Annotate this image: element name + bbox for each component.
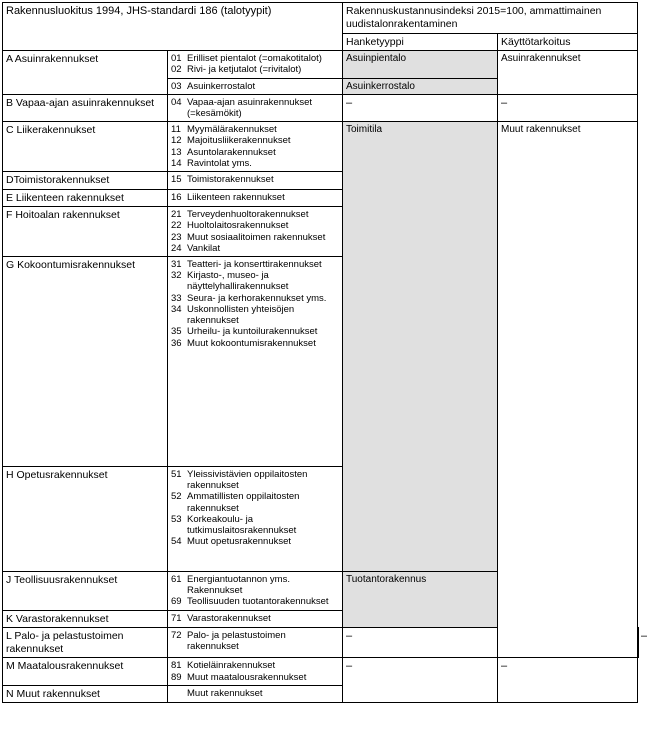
class-label-L: L Palo- ja pelastustoimen rakennukset: [3, 628, 168, 658]
code-number: 03: [171, 80, 182, 92]
code-number: 33: [171, 292, 182, 304]
header-left-title: Rakennusluokitus 1994, JHS-standardi 186 (talotyypit): [3, 3, 343, 51]
code-text: Asuinkerrostalot: [187, 80, 256, 92]
class-label-H: H Opetusrakennukset: [3, 467, 168, 572]
use-purpose-none-L: –: [638, 628, 639, 658]
code-number: 02: [171, 64, 182, 76]
code-group-K: [168, 610, 343, 628]
code-number: 35: [171, 326, 182, 338]
code-text: Vapaa-ajan asuinrakennukset (=kesämökit): [187, 96, 312, 120]
code-text: Kotieläinrakennukset: [187, 660, 276, 672]
code-text: Teatteri- ja konserttirakennukset: [187, 259, 322, 271]
class-label-G: G Kokoontumisrakennukset: [3, 257, 168, 467]
code-text: Huoltolaitosrakennukset: [187, 220, 289, 232]
code-group-J: [168, 572, 343, 611]
class-label-D: DToimistorakennukset: [3, 172, 168, 190]
code-text: Asuntolarakennukset: [187, 146, 276, 158]
classification-matrix: [2, 2, 647, 703]
code-number: 89: [171, 671, 182, 683]
code-number: 11: [171, 124, 181, 136]
project-type-none-B: –: [343, 94, 498, 121]
header-use-purpose: Käyttötarkoitus: [498, 34, 638, 51]
class-label-C: C Liikerakennukset: [3, 122, 168, 172]
code-number: 51: [171, 469, 182, 481]
code-text: Vankilat: [187, 242, 221, 254]
use-purpose-none-MN: –: [498, 658, 638, 703]
code-text: Muut rakennukset: [187, 687, 263, 699]
code-text: Terveydenhuoltorakennukset: [187, 209, 309, 221]
code-group-A2: [168, 78, 343, 94]
use-purpose-none-B: –: [498, 94, 638, 121]
project-type-toimitila: Toimitila: [343, 122, 498, 572]
class-label-K: K Varastorakennukset: [3, 610, 168, 628]
code-number: 22: [171, 220, 182, 232]
code-group-C: [168, 122, 343, 172]
code-group-M: [168, 658, 343, 685]
code-text: Varastorakennukset: [187, 612, 271, 624]
table-row: [3, 122, 639, 172]
code-text: Korkeakoulu- ja tutkimuslaitosrakennukset: [187, 513, 297, 537]
code-number: 69: [171, 596, 182, 608]
code-number: 53: [171, 513, 182, 525]
code-text: Toimistorakennukset: [187, 174, 274, 186]
code-number: 61: [171, 574, 182, 586]
code-number: 14: [171, 157, 182, 169]
code-number: 12: [171, 135, 182, 147]
class-label-F: F Hoitoalan rakennukset: [3, 207, 168, 257]
project-type-none-MN: –: [343, 658, 498, 703]
code-number: 81: [171, 660, 182, 672]
code-text: Rivi- ja ketjutalot (=rivitalot): [187, 64, 302, 76]
table-row: [3, 94, 639, 121]
header-right-title: Rakennuskustannusindeksi 2015=100, ammattimainen uudistalonrakentaminen: [343, 3, 638, 34]
code-number: 52: [171, 491, 182, 503]
project-type-tuotantorakennus: Tuotantorakennus: [343, 572, 498, 628]
header-project-type: Hanketyyppi: [343, 34, 498, 51]
class-label-J: J Teollisuusrakennukset: [3, 572, 168, 611]
code-number: [171, 688, 184, 699]
code-number: 04: [171, 96, 182, 108]
code-group-H: [168, 467, 343, 572]
code-text: Muut maatalousrakennukset: [187, 671, 307, 683]
class-label-E: E Liikenteen rakennukset: [3, 189, 168, 207]
table-row: [3, 51, 639, 78]
code-text: Muut sosiaalitoimen rakennukset: [187, 231, 326, 243]
code-number: 01: [171, 53, 182, 65]
code-number: 13: [171, 146, 182, 158]
code-text: Urheilu- ja kuntoilurakennukset: [187, 326, 318, 338]
code-number: 31: [171, 259, 182, 271]
project-type-asuinpientalo: Asuinpientalo: [343, 51, 498, 78]
code-number: 21: [171, 209, 182, 221]
project-type-asuinkerrostalo: Asuinkerrostalo: [343, 78, 498, 94]
code-text: Majoitusliikerakennukset: [187, 135, 291, 147]
code-number: 32: [171, 270, 182, 282]
code-group-L: [168, 628, 343, 658]
use-purpose-muut-rakennukset: Muut rakennukset: [498, 122, 638, 658]
code-text: Ravintolat yms.: [187, 157, 252, 169]
code-number: 24: [171, 242, 182, 254]
code-text: Liikenteen rakennukset: [187, 191, 285, 203]
code-number: 16: [171, 191, 182, 203]
code-group-A1: [168, 51, 343, 78]
class-label-B: B Vapaa-ajan asuinrakennukset: [3, 94, 168, 121]
class-label-A: A Asuinrakennukset: [3, 51, 168, 95]
use-purpose-asuinrakennukset: Asuinrakennukset: [498, 51, 638, 95]
code-text: Erilliset pientalot (=omakotitalot): [187, 53, 322, 65]
code-text: Kirjasto-, museo- ja näyttelyhallirakennukset: [187, 270, 289, 293]
code-number: 54: [171, 536, 182, 548]
code-text: Muut opetusrakennukset: [187, 536, 292, 548]
code-number: 15: [171, 174, 182, 186]
code-text: Muut kokoontumisrakennukset: [187, 337, 316, 349]
code-text: Teollisuuden tuotantorakennukset: [187, 596, 329, 608]
code-text: Yleissivistävien oppilaitosten rakennukset: [187, 469, 308, 492]
code-text: Myymälärakennukset: [187, 124, 277, 136]
code-group-F: [168, 207, 343, 257]
table-header-row-1: [3, 3, 639, 34]
code-text: Seura- ja kerhorakennukset yms.: [187, 292, 327, 304]
code-number: 72: [171, 630, 182, 642]
code-text: Palo- ja pelastustoimen rakennukset: [187, 630, 286, 653]
code-number: 36: [171, 337, 182, 349]
code-group-G: [168, 257, 343, 467]
code-text: Ammatillisten oppilaitosten rakennukset: [187, 491, 300, 514]
code-group-E: [168, 189, 343, 207]
classification-table-page: [0, 2, 647, 745]
code-group-N: [168, 685, 343, 703]
code-group-D: [168, 172, 343, 190]
code-number: 34: [171, 303, 182, 315]
class-label-N: N Muut rakennukset: [3, 685, 168, 703]
class-label-M: M Maatalousrakennukset: [3, 658, 168, 685]
code-group-B: [168, 94, 343, 121]
project-type-none-L: –: [343, 628, 498, 658]
code-number: 71: [171, 612, 182, 624]
code-text: Uskonnollisten yhteisöjen rakennukset: [187, 303, 295, 327]
code-number: 23: [171, 231, 182, 243]
table-row: [3, 658, 639, 685]
code-text: Energiantuotannon yms. Rakennukset: [187, 574, 290, 597]
